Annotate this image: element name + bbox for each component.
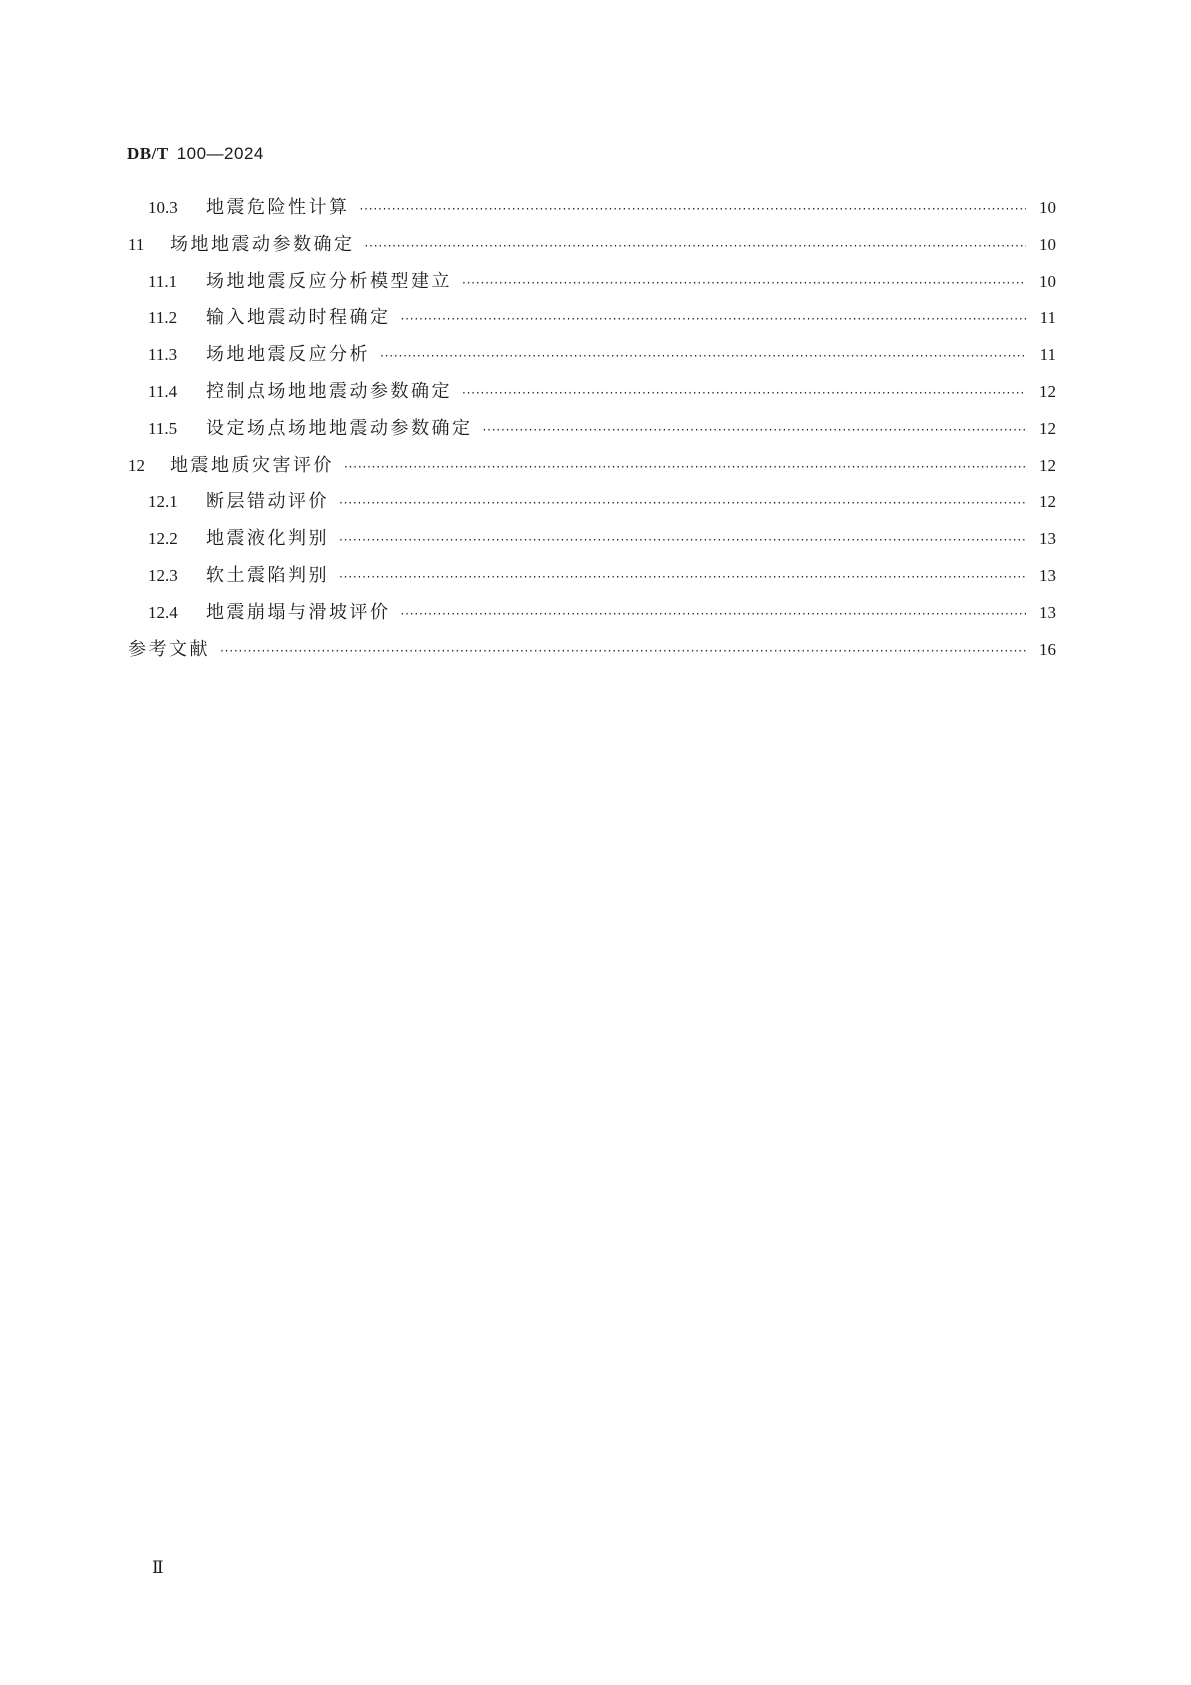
toc-entry-title: 地震地质灾害评价 [170,454,334,476]
toc-entry-page: 12 [1039,418,1056,438]
toc-entry-number: 11.5 [148,418,178,438]
toc-entry-number: 11.1 [148,271,178,291]
toc-dot-leader [380,349,1026,363]
toc-entry-page: 10 [1039,234,1056,254]
toc-entry-title: 输入地震动时程确定 [206,307,391,329]
toc-entry-page: 10 [1039,198,1056,217]
toc-dot-leader [339,570,1026,584]
toc-entry[interactable] [128,635,1056,672]
toc-entry-page: 11 [1039,308,1056,328]
toc-entry-page: 10 [1039,271,1056,291]
toc-dot-leader [462,386,1026,400]
table-of-contents [128,193,1056,671]
toc-entry[interactable] [128,193,1056,230]
toc-entry[interactable] [128,451,1056,488]
toc-entry-number: 12.1 [148,492,178,512]
toc-entry-number: 11.4 [148,381,178,401]
toc-entry-number: 11.3 [148,345,178,365]
toc-entry-page: 12 [1039,492,1056,512]
toc-dot-leader [401,312,1027,326]
document-code-number: 100—2024 [176,144,264,163]
toc-entry[interactable] [128,524,1056,561]
toc-entry-title: 场地地震反应分析模型建立 [206,270,452,292]
toc-dot-leader [483,423,1027,437]
toc-entry-number: 12 [128,455,145,475]
toc-entry[interactable] [128,267,1056,304]
toc-entry[interactable] [128,377,1056,414]
toc-entry[interactable] [128,340,1056,377]
toc-entry-title: 断层错动评价 [206,491,329,513]
toc-entry-number: 12.2 [148,529,178,549]
toc-entry-page: 12 [1039,455,1056,475]
toc-dot-leader [360,202,1027,216]
toc-dot-leader [339,496,1026,510]
toc-dot-leader [462,276,1026,290]
toc-entry-number: 11 [128,234,145,254]
toc-dot-leader [344,460,1026,474]
toc-entry-page: 13 [1039,602,1056,622]
toc-entry-number: 11.2 [148,308,178,328]
toc-entry-title: 参考文献 [128,638,210,660]
toc-entry-title: 地震崩塌与滑坡评价 [206,601,391,623]
toc-entry-title: 场地地震反应分析 [206,344,370,366]
toc-entry-page: 13 [1039,565,1056,585]
toc-entry-number: 10.3 [148,198,178,217]
toc-entry[interactable] [128,414,1056,451]
toc-entry-title: 地震危险性计算 [206,197,350,218]
toc-dot-leader [365,239,1027,253]
toc-entry-title: 设定场点场地地震动参数确定 [206,417,473,439]
toc-dot-leader [401,607,1027,621]
toc-entry-number: 12.3 [148,565,178,585]
toc-entry-number: 12.4 [148,602,178,622]
toc-entry-page: 16 [1039,639,1056,659]
toc-entry[interactable] [128,487,1056,524]
toc-entry-page: 13 [1039,529,1056,549]
toc-dot-leader [220,644,1026,658]
toc-entry-title: 控制点场地地震动参数确定 [206,380,452,402]
document-code [127,144,264,164]
toc-entry-page: 12 [1039,381,1056,401]
document-code-prefix: DB/T [127,144,169,163]
toc-entry[interactable] [128,303,1056,340]
toc-entry-page: 11 [1039,345,1056,365]
toc-dot-leader [339,533,1026,547]
toc-entry-title: 软土震陷判别 [206,564,329,586]
toc-entry[interactable] [128,561,1056,598]
page-number: Ⅱ [152,1558,164,1577]
toc-entry[interactable] [128,230,1056,267]
toc-entry-title: 场地地震动参数确定 [170,233,355,255]
toc-entry[interactable] [128,598,1056,635]
toc-entry-title: 地震液化判别 [206,528,329,550]
